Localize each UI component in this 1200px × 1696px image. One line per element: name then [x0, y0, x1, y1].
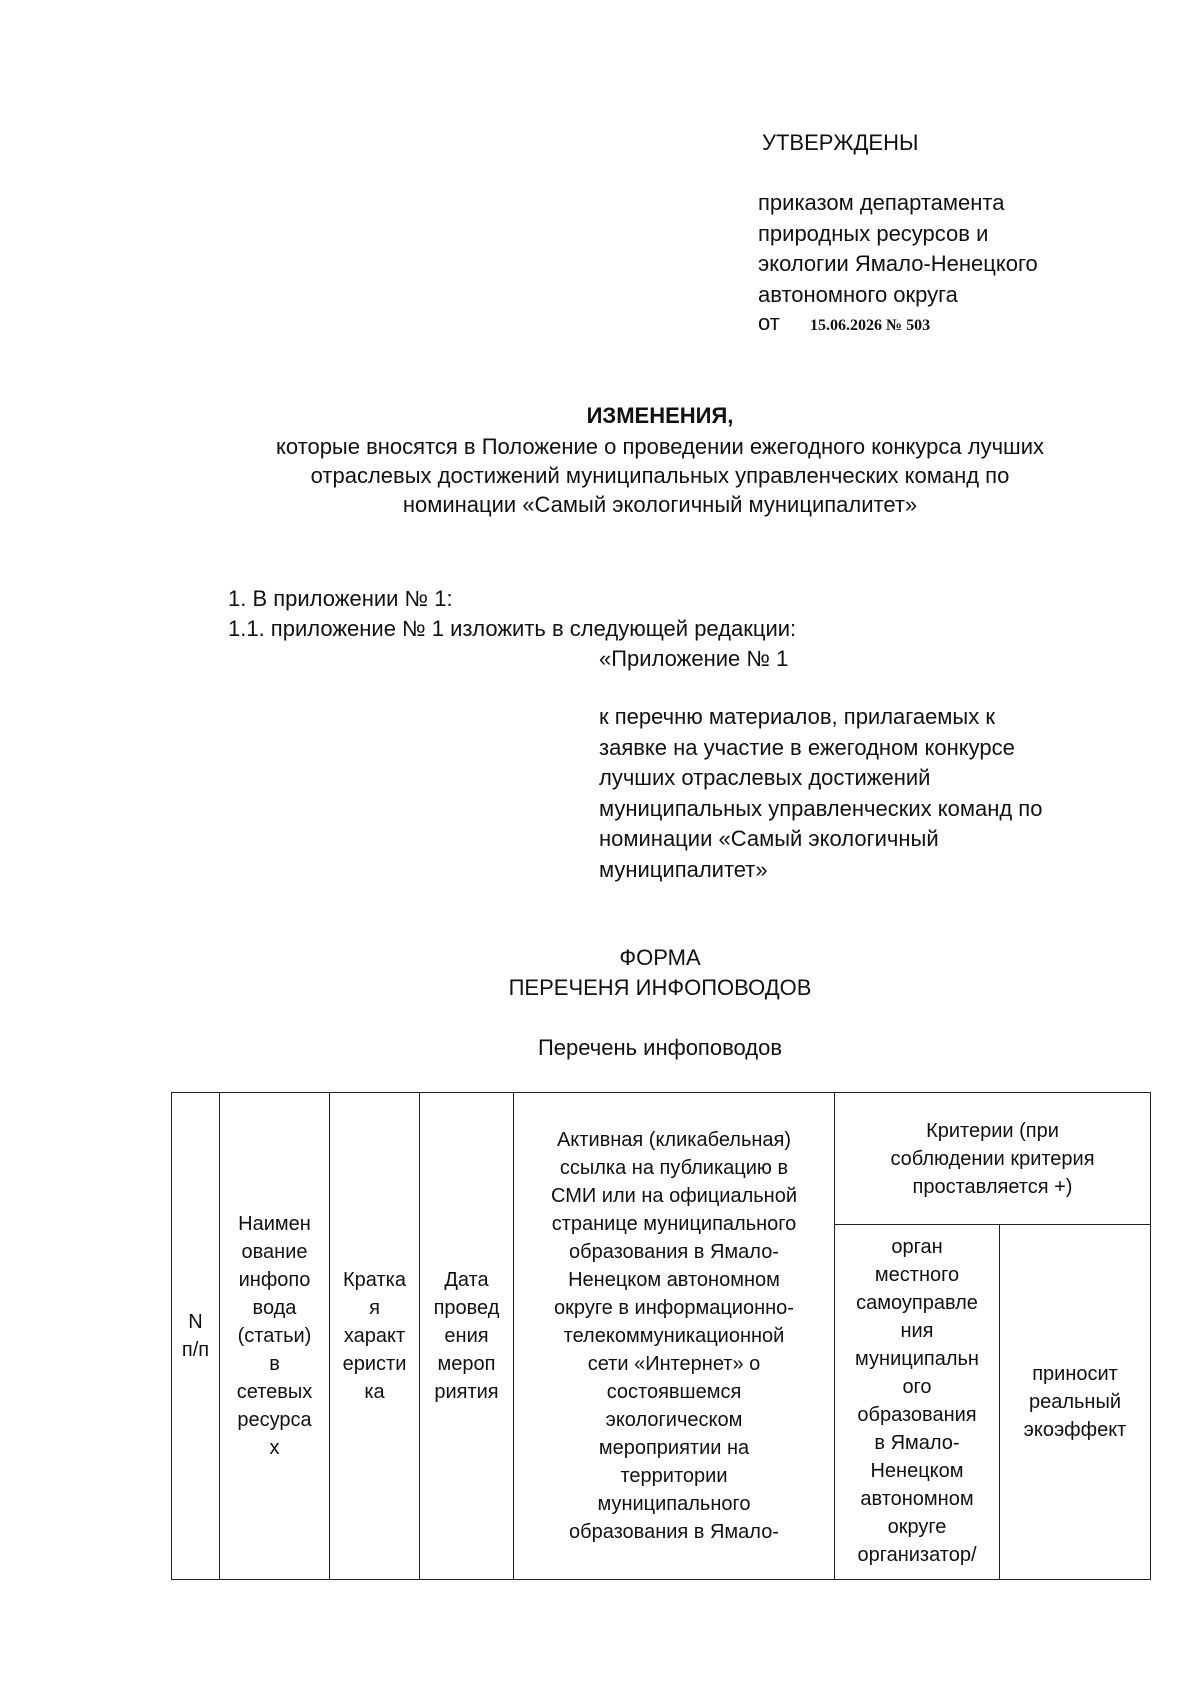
item-1: 1. В приложении № 1:: [228, 586, 453, 611]
form-title: ФОРМА: [619, 945, 701, 970]
changes-subtitle-line: отраслевых достижений муниципальных управленческих команд по: [310, 463, 1010, 488]
changes-title: ИЗМЕНЕНИЯ,: [586, 403, 734, 428]
header-criteria: Критерии (при соблюдении критерия проставляется +): [835, 1093, 1151, 1225]
item-1-1: 1.1. приложение № 1 изложить в следующей редакции:: [228, 616, 797, 641]
infopovod-table: [171, 1092, 1151, 1580]
changes-subtitle-line: номинации «Самый экологичный муниципалитет»: [402, 492, 918, 517]
header-number: N п/п: [172, 1093, 220, 1580]
header-date: Дата провед ения мероп риятия: [420, 1093, 514, 1580]
approval-date-line: [758, 310, 931, 336]
approval-line: природных ресурсов и: [758, 220, 989, 246]
header-organizer: орган местного самоуправле ния муниципальн ого образования в Ямало- Ненецком автономном округе организатор/: [835, 1225, 1000, 1580]
header-effect: приносит реальный экоэффект: [1000, 1225, 1151, 1580]
appendix-text: [599, 702, 1042, 885]
appendix-line: номинации «Самый экологичный: [599, 826, 939, 851]
approval-line: экологии Ямало-Ненецкого: [758, 251, 1038, 276]
approval-line: приказом департамента: [758, 190, 1005, 215]
approval-text: [758, 188, 1158, 310]
approval-line: автономного округа: [758, 281, 958, 307]
appendix-heading: «Приложение № 1: [599, 646, 789, 671]
header-link: Активная (кликабельная) ссылка на публикацию в СМИ или на официальной странице муниципального образования в Ямало- Ненецком автономном округе в информационно- телекоммуникационной сети «Интернет» о состоявшемся экологическом мероприятии на территории муниципального образования в Ямало-: [514, 1093, 835, 1580]
appendix-line: заявке на участие в ежегодном конкурсе: [599, 734, 1015, 760]
changes-subtitle: [0, 432, 1200, 519]
appendix-line: к перечню материалов, прилагаемых к: [599, 704, 995, 729]
changes-subtitle-line: которые вносятся в Положение о проведении ежегодного конкурса лучших: [276, 434, 1044, 459]
header-summary: Кратка я характ еристи ка: [330, 1093, 420, 1580]
appendix-line: муниципалитет»: [599, 856, 768, 882]
appendix-line: муниципальных управленческих команд по: [599, 795, 1043, 821]
list-caption: Перечень инфоповодов: [537, 1035, 783, 1060]
approval-heading: УТВЕРЖДЕНЫ: [762, 130, 919, 155]
form-subtitle: ПЕРЕЧЕНЯ ИНФОПОВОДОВ: [508, 975, 812, 1000]
header-name: Наимен ование инфопо вода (статьи) в сетевых ресурса х: [220, 1093, 330, 1580]
date-prefix: от: [758, 310, 780, 335]
appendix-line: лучших отраслевых достижений: [599, 765, 931, 790]
date-value: 15.06.2026 № 503: [810, 317, 931, 334]
